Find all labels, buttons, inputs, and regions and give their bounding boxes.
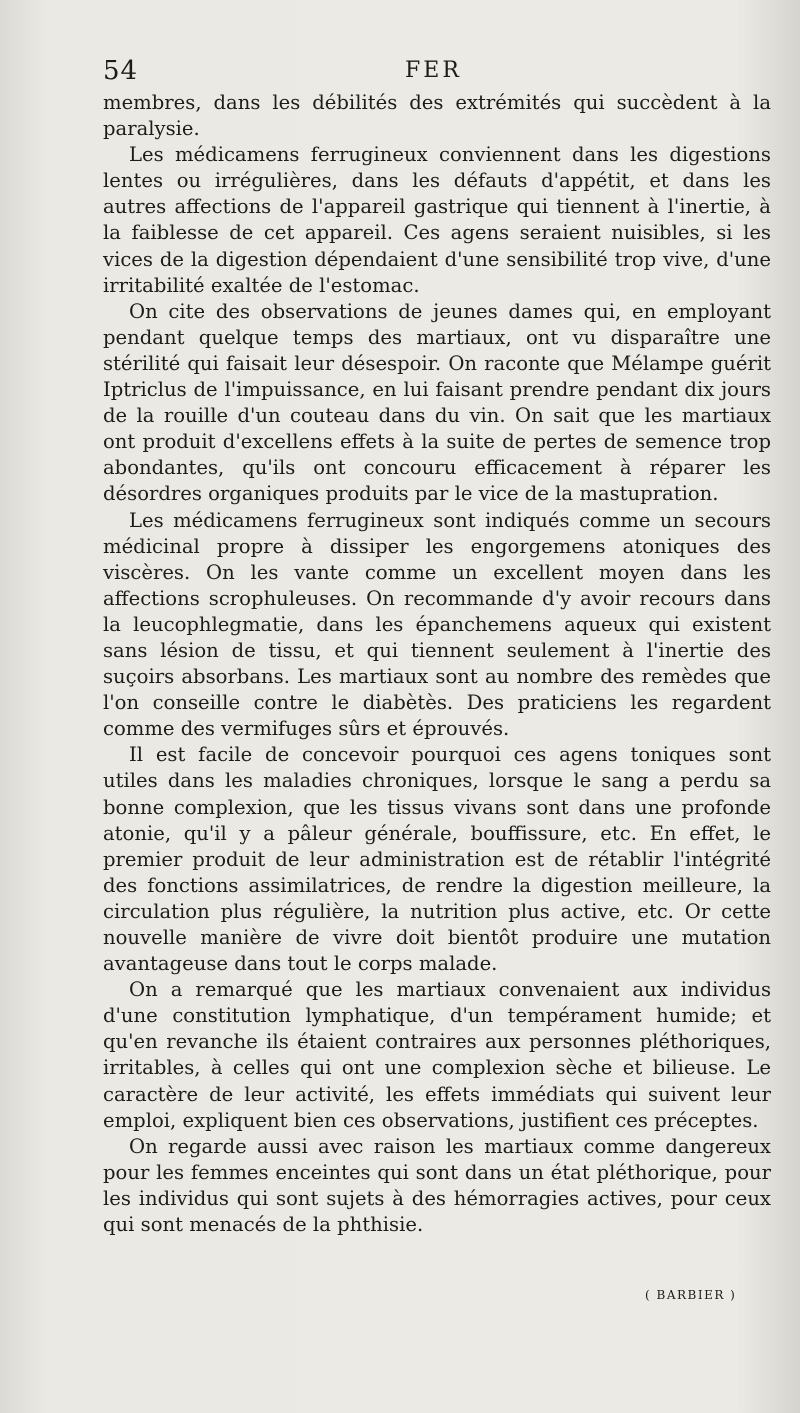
paragraph: Il est facile de concevoir pourquoi ces agens toniques sont utiles dans les maladies chroniques, lorsque le sang a perdu sa bonne complexion, que les tissus vivans sont dans une profonde atonie, qu'il y a pâleur générale, bouffissure, etc. En effet, le premier produit de leur administration est de rétablir l'intégrité des fonctions assimilatrices, de rendre la digestion meilleure, la circulation plus régulière, la nutrition plus active, etc. Or cette nouvelle manière de vivre doit bientôt produire une mutation avantageuse dans tout le corps malade. <box>103 743 771 976</box>
running-title: FER <box>405 58 462 83</box>
paragraph: Les médicamens ferrugineux sont indiqués comme un secours médicinal propre à dissiper les engorgemens atoniques des viscères. On les vante comme un excellent moyen dans les affections scrophuleuses. On recommande d'y avoir recours dans la leucophlegmatie, dans les épanchemens aqueux qui existent sans lésion de tissu, et qui tiennent seulement à l'inertie des suçoirs absorbans. Les martiaux sont au nombre des remèdes que l'on conseille contre le diabètès. Des praticiens les regardent comme des vermifuges sûrs et éprouvés. <box>103 508 771 741</box>
page-header <box>103 56 771 90</box>
paragraph: On cite des observations de jeunes dames qui, en employant pendant quelque temps des martiaux, ont vu disparaître une stérilité qui faisait leur désespoir. On raconte que Mélampe guérit Iptriclus de l'impuissance, en lui faisant prendre pendant dix jours de la rouille d'un couteau dans du vin. On sait que les martiaux ont produit d'excellens effets à la suite de pertes de semence trop abondantes, qu'ils ont concouru efficacement à réparer les désordres organiques produits par le vice de la mastupration. <box>103 299 771 506</box>
page-number: 54 <box>103 56 139 86</box>
paragraph: On a remarqué que les martiaux convenaient aux individus d'une constitution lymphatique, d'un tempérament humide; et qu'en revanche ils étaient contraires aux personnes pléthoriques, irritables, à celles qui ont une complexion sèche et bilieuse. Le caractère de leur activité, les effets immédiats qui suivent leur emploi, expliquent bien ces observations, justifient ces préceptes. <box>103 978 771 1132</box>
paragraph: Les médicamens ferrugineux conviennent dans les digestions lentes ou irrégulières, dans les défauts d'appétit, et dans les autres affections de l'appareil gastrique qui tiennent à l'inertie, à la faiblesse de cet appareil. Ces agens seraient nuisibles, si les vices de la digestion dépendaient d'une sensibilité trop vive, d'une irritabilité exaltée de l'estomac. <box>103 143 771 297</box>
paragraph: membres, dans les débilités des extrémités qui succèdent à la paralysie. <box>103 91 771 141</box>
article-body <box>103 90 771 1238</box>
author-signature: ( BARBIER ) <box>645 1288 737 1302</box>
paragraph: On regarde aussi avec raison les martiaux comme dangereux pour les femmes enceintes qui sont dans un état pléthorique, pour les individus qui sont sujets à des hémorragies actives, pour ceux qui sont menacés de la phthisie. <box>103 1134 771 1237</box>
